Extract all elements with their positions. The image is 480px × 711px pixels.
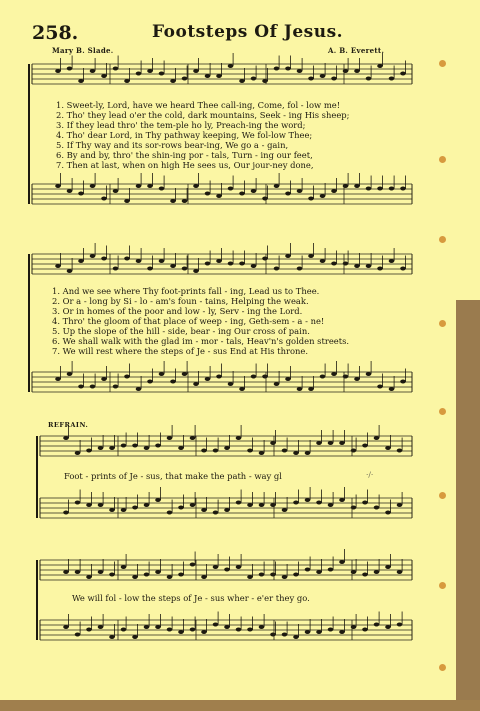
verse-line-b-4: 4. Thro' the gloom of that place of weep - ing, Geth-sem - a - ne! [52, 316, 325, 326]
note-head [328, 628, 334, 632]
note-head [366, 372, 372, 376]
note-head [236, 436, 242, 440]
note-head [270, 573, 276, 577]
note-head [90, 69, 96, 73]
note-head [124, 375, 130, 379]
note-head [155, 625, 161, 629]
note-head [374, 436, 380, 440]
note-head [354, 264, 360, 268]
note-head [201, 508, 207, 512]
refrain-line-1: Foot - prints of Je - sus, that make the path - way gl [64, 471, 282, 481]
note-head [190, 563, 196, 567]
note-head [308, 387, 314, 391]
note-head [182, 199, 188, 203]
note-head [328, 568, 334, 572]
note-head [136, 72, 142, 76]
note-head [366, 264, 372, 268]
note-head [331, 77, 337, 81]
note-head [205, 192, 211, 196]
note-head [86, 503, 92, 507]
note-head [297, 189, 303, 193]
note-head [247, 503, 253, 507]
note-head [305, 630, 311, 634]
note-head [389, 77, 395, 81]
note-head [331, 189, 337, 193]
note-head [400, 267, 406, 271]
note-head [193, 69, 199, 73]
note-head [63, 436, 69, 440]
note-head [124, 199, 130, 203]
note-head [228, 262, 234, 266]
note-head [182, 77, 188, 81]
note-head [389, 259, 395, 263]
verse-line-a-2: 2. Tho' they lead o'er the cold, dark mountains, Seek - ing His sheep; [56, 110, 350, 120]
note-head [193, 382, 199, 386]
note-head [109, 573, 115, 577]
note-head [400, 187, 406, 191]
note-head [109, 446, 115, 450]
note-head [297, 387, 303, 391]
note-head [239, 192, 245, 196]
note-head [67, 67, 73, 71]
note-head [389, 187, 395, 191]
note-head [113, 67, 119, 71]
note-head [147, 267, 153, 271]
note-head [86, 575, 92, 579]
note-head [216, 74, 222, 78]
note-head [182, 372, 188, 376]
note-head [121, 444, 127, 448]
note-head [190, 503, 196, 507]
note-head [285, 377, 291, 381]
note-head [259, 503, 265, 507]
note-head [285, 192, 291, 196]
note-head [274, 67, 280, 71]
note-head [270, 441, 276, 445]
note-head [293, 573, 299, 577]
note-head [132, 575, 138, 579]
note-head [182, 267, 188, 271]
note-head [251, 375, 257, 379]
note-head [67, 269, 73, 273]
note-head [121, 628, 127, 632]
note-head [316, 630, 322, 634]
note-head [136, 387, 142, 391]
note-head [339, 498, 345, 502]
note-head [213, 565, 219, 569]
note-head [155, 498, 161, 502]
note-head [400, 380, 406, 384]
note-head [331, 262, 337, 266]
note-head [397, 503, 403, 507]
note-head [343, 262, 349, 266]
note-head [167, 511, 173, 515]
note-head [262, 257, 268, 261]
note-head [282, 449, 288, 453]
note-head [144, 446, 150, 450]
note-head [63, 511, 69, 515]
note-head [67, 189, 73, 193]
note-head [159, 72, 165, 76]
note-head [121, 565, 127, 569]
note-head [293, 501, 299, 505]
note-head [251, 264, 257, 268]
note-head [98, 503, 104, 507]
note-head [113, 267, 119, 271]
note-head [132, 506, 138, 510]
note-head [109, 508, 115, 512]
note-head [124, 257, 130, 261]
verse-line-b-7: 7. We will rest where the steps of Je - sus End at His throne. [52, 346, 309, 356]
note-head [101, 74, 107, 78]
verse-line-b-5: 5. Up the slope of the hill - side, bear - ing Our cross of pain. [52, 326, 310, 336]
note-head [251, 77, 257, 81]
note-head [328, 503, 334, 507]
note-head [285, 67, 291, 71]
note-head [274, 382, 280, 386]
note-head [285, 254, 291, 258]
note-head [282, 633, 288, 637]
verse-line-b-1: 1. And we see where Thy foot-prints fall - ing, Lead us to Thee. [52, 286, 320, 296]
note-head [247, 449, 253, 453]
note-head [354, 69, 360, 73]
note-head [224, 625, 230, 629]
note-head [259, 625, 265, 629]
note-head [236, 565, 242, 569]
note-head [377, 64, 383, 68]
note-head [270, 503, 276, 507]
note-head [377, 267, 383, 271]
note-head [86, 449, 92, 453]
note-head [55, 69, 61, 73]
note-head [75, 501, 81, 505]
note-head [351, 625, 357, 629]
note-head [178, 506, 184, 510]
note-head [159, 372, 165, 376]
note-head [144, 625, 150, 629]
note-head [228, 187, 234, 191]
note-head [259, 573, 265, 577]
note-head [205, 262, 211, 266]
note-head [63, 625, 69, 629]
note-head [201, 575, 207, 579]
note-head [354, 377, 360, 381]
note-head [147, 380, 153, 384]
note-head [397, 623, 403, 627]
note-head [239, 79, 245, 83]
note-head [78, 192, 84, 196]
note-head [90, 254, 96, 258]
note-head [159, 187, 165, 191]
verse-line-b-3: 3. Or in homes of the poor and low - ly, Serv - ing the Lord. [52, 306, 303, 316]
note-head [293, 635, 299, 639]
note-head [228, 64, 234, 68]
note-head [132, 444, 138, 448]
note-head [113, 385, 119, 389]
note-head [98, 446, 104, 450]
note-head [178, 630, 184, 634]
verse-line-b-6: 6. We shall walk with the glad im - mor - tals, Heav'n's golden streets. [52, 336, 350, 346]
note-head [274, 184, 280, 188]
verse-line-a-7: 7. Then at last, when on high He sees us, Our jour-ney done, [56, 160, 314, 170]
note-head [385, 625, 391, 629]
note-head [293, 451, 299, 455]
verse-line-a-6: 6. By and by, thro' the shin-ing por - tals, Turn - ing our feet, [56, 150, 313, 160]
note-head [67, 372, 73, 376]
verse-line-a-4: 4. Tho' dear Lord, in Thy pathway keeping, We fol-low Thee; [56, 130, 313, 140]
note-head [201, 449, 207, 453]
note-head [239, 387, 245, 391]
note-head [397, 570, 403, 574]
note-head [397, 449, 403, 453]
note-head [136, 184, 142, 188]
note-head [343, 184, 349, 188]
note-head [132, 635, 138, 639]
note-head [262, 79, 268, 83]
note-head [98, 625, 104, 629]
note-head [305, 451, 311, 455]
note-head [339, 560, 345, 564]
note-head [147, 69, 153, 73]
note-head [297, 267, 303, 271]
note-head [167, 436, 173, 440]
note-head [320, 194, 326, 198]
hymn-title: Footsteps Of Jesus. [152, 22, 344, 42]
note-head [75, 451, 81, 455]
note-head [216, 259, 222, 263]
note-head [55, 377, 61, 381]
note-head [101, 257, 107, 261]
note-head [351, 506, 357, 510]
note-head [121, 508, 127, 512]
note-head [109, 635, 115, 639]
note-head [190, 436, 196, 440]
note-head [75, 570, 81, 574]
note-head [374, 623, 380, 627]
note-head [155, 444, 161, 448]
note-head [201, 630, 207, 634]
note-head [236, 501, 242, 505]
note-head [144, 503, 150, 507]
note-head [213, 511, 219, 515]
note-head [90, 184, 96, 188]
note-head [239, 262, 245, 266]
note-head [343, 69, 349, 73]
note-head [366, 187, 372, 191]
composer-credit: A. B. Everett. [328, 46, 385, 55]
note-head [374, 570, 380, 574]
note-head [320, 74, 326, 78]
note-head [101, 377, 107, 381]
note-head [205, 377, 211, 381]
verse-line-a-5: 5. If Thy way and its sor-rows bear-ing, We go a - gain, [56, 140, 289, 150]
note-head [343, 375, 349, 379]
note-head [362, 501, 368, 505]
note-head [282, 508, 288, 512]
note-head [305, 568, 311, 572]
note-head [216, 375, 222, 379]
verse-line-a-3: 3. If they lead thro' the tem-ple ho ly, Preach-ing the word; [56, 120, 306, 130]
note-head [155, 570, 161, 574]
note-head [213, 623, 219, 627]
note-head [247, 575, 253, 579]
note-head [224, 508, 230, 512]
note-head [124, 79, 130, 83]
note-head [190, 628, 196, 632]
note-head [339, 630, 345, 634]
note-head [86, 628, 92, 632]
note-head [320, 259, 326, 263]
note-head [90, 385, 96, 389]
note-head [213, 449, 219, 453]
note-head [305, 498, 311, 502]
note-head [262, 197, 268, 201]
note-head [308, 197, 314, 201]
refrain-label: REFRAIN. [48, 421, 89, 429]
note-head [170, 79, 176, 83]
note-head [167, 575, 173, 579]
note-head [205, 74, 211, 78]
note-head [385, 511, 391, 515]
note-head [308, 77, 314, 81]
note-head [362, 444, 368, 448]
note-head [362, 628, 368, 632]
note-head [170, 380, 176, 384]
note-head [193, 269, 199, 273]
note-head [274, 267, 280, 271]
note-head [316, 501, 322, 505]
note-head [259, 451, 265, 455]
note-head [351, 449, 357, 453]
note-head [55, 264, 61, 268]
note-head [113, 189, 119, 193]
note-head [170, 264, 176, 268]
note-head [262, 375, 268, 379]
note-head [385, 565, 391, 569]
verse-line-b-2: 2. Or a - long by Si - lo - am's foun - tains, Helping the weak. [52, 296, 309, 306]
note-head [55, 184, 61, 188]
note-head [389, 387, 395, 391]
note-head [354, 184, 360, 188]
note-head [377, 187, 383, 191]
verse-line-a-1: 1. Sweet-ly, Lord, have we heard Thee call-ing, Come, fol - low me! [56, 100, 341, 110]
note-head [320, 375, 326, 379]
note-head [316, 570, 322, 574]
note-head [400, 72, 406, 76]
note-head [331, 372, 337, 376]
note-head [374, 506, 380, 510]
note-head [216, 194, 222, 198]
note-head [236, 628, 242, 632]
note-head [136, 259, 142, 263]
note-head [78, 79, 84, 83]
note-head [144, 573, 150, 577]
note-head [385, 446, 391, 450]
note-head [328, 441, 334, 445]
faded-text-end: ·/· [366, 470, 374, 479]
note-head [351, 570, 357, 574]
note-head [251, 189, 257, 193]
note-head [98, 570, 104, 574]
verse-block-2 [52, 286, 349, 356]
note-head [377, 385, 383, 389]
note-head [63, 570, 69, 574]
note-head [282, 575, 288, 579]
note-head [224, 568, 230, 572]
note-head [247, 628, 253, 632]
note-head [316, 441, 322, 445]
note-head [170, 199, 176, 203]
note-head [224, 446, 230, 450]
lyricist-credit: Mary B. Slade. [52, 46, 114, 55]
note-head [308, 254, 314, 258]
note-head [147, 184, 153, 188]
note-head [270, 633, 276, 637]
note-head [228, 382, 234, 386]
note-head [193, 184, 199, 188]
note-head [78, 259, 84, 263]
note-head [297, 69, 303, 73]
hymn-number: 258. [32, 22, 79, 44]
verse-block-1 [56, 100, 349, 170]
note-head [178, 446, 184, 450]
note-head [339, 441, 345, 445]
note-head [78, 385, 84, 389]
note-head [75, 633, 81, 637]
note-head [366, 77, 372, 81]
note-head [159, 259, 165, 263]
refrain-line-2: We will fol - low the steps of Je - sus wher - e'er they go. [72, 593, 310, 603]
note-head [362, 573, 368, 577]
note-head [167, 628, 173, 632]
note-head [178, 573, 184, 577]
note-head [101, 197, 107, 201]
